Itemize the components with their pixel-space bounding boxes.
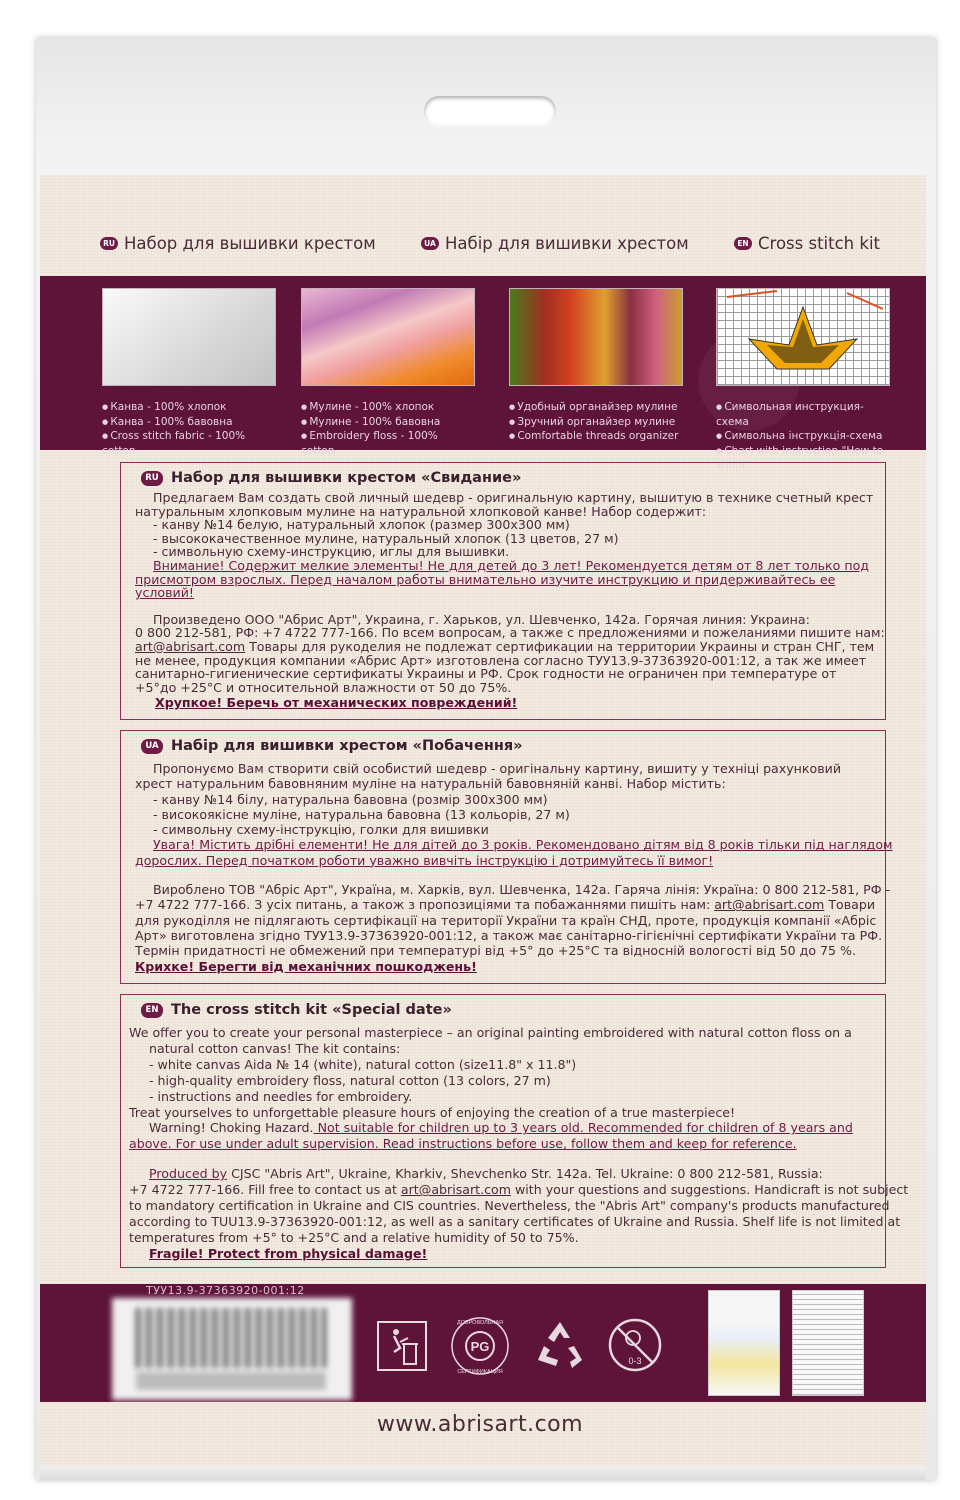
website-url[interactable]: www.abrisart.com [376, 1412, 584, 1437]
en-warning-text: Not suitable for children up to 3 years old. Recommended for children of 8 years and [313, 1120, 853, 1136]
ru-producer-line: +5°до +25°С и относительной влажности от 50 до 75%. [135, 679, 512, 695]
ua-producer-line: для рукоділля не підлягають сертифікації на території України та країн СНД, проте, продукція компанії «Абріс [135, 912, 877, 928]
section-title-ua [141, 739, 523, 754]
tu-code: ТУУ13.9-37363920-001:12 [146, 1284, 305, 1297]
ua-warning: дорослих. Перед початком роботи уважно вивчіть інструкцію і дотримуйтесь її вимог! [135, 852, 714, 868]
embroidery-floss-image [301, 288, 475, 386]
email-link[interactable]: art@abrisart.com [400, 1182, 511, 1198]
feature-line: ● Символьная инструкция-схема [716, 400, 888, 429]
ru-warning: условий! [135, 585, 194, 601]
ru-producer-line: санитарно-гигиенические сертификаты Украины и РФ. Срок годности не ограничен при температуре от [135, 666, 837, 682]
section-title-ru [141, 471, 521, 486]
barcode-bars [136, 1308, 326, 1368]
feature-organizer [509, 288, 681, 444]
ru-fragile: Хрупкое! Беречь от механических повреждений! [155, 695, 518, 711]
description-ua [120, 730, 893, 984]
ru-producer-line: 0 800 212-581, РФ: +7 4722 777-166. По всем вопросам, а также с предложениями и пожеланиями пишите нам: [135, 625, 885, 641]
ru-item: - канву №14 белую, натуральный хлопок (размер 300х300 мм) [153, 517, 570, 533]
feature-line: ● Мулине - 100% хлопок [301, 400, 473, 415]
ru-warning: присмотром взрослых. Перед началом работы внимательно изучите инструкцию и придерживайтесь ее [135, 571, 836, 587]
threads-organizer-image [509, 288, 683, 386]
ru-intro-line: натуральным хлопковым мулине на натуральной хлопковой канве! Набор содержит: [135, 503, 707, 519]
pg-badge-top: ДОБРОВОЛЬНАЯ [457, 1320, 503, 1326]
certificate-russia [792, 1290, 864, 1396]
ua-producer-line [135, 897, 875, 912]
barcode [112, 1298, 352, 1400]
ua-item: - символьну схему-інструкцію, голки для вишивки [153, 822, 489, 838]
ru-producer-text: Товары для рукоделия не подлежат сертификации на территории Украины и стран СНГ, тем [245, 638, 875, 654]
description-ru [120, 462, 886, 720]
ru-producer-line: Произведено ООО "Абрис Арт", Украина, г. Харьков, ул. Шевченко, 142а. Горячая линия: Украина: [153, 611, 810, 627]
title-ru [100, 234, 376, 253]
ua-producer-text: +7 4722 777-166. З усіх питань, а також з пропозиціями та побажаннями пишіть нам: [135, 897, 715, 913]
feature-organizer-lines [509, 400, 681, 444]
ua-fragile: Крихке! Берегти від механічних пошкоджень! [135, 958, 477, 974]
ru-producer-line [135, 640, 875, 654]
en-treat: Treat yourselves to unforgettable pleasure hours of enjoying the creation of a true masterpiece! [129, 1104, 736, 1120]
lang-badge-en: EN [734, 237, 752, 250]
en-fragile: Fragile! Protect from physical damage! [149, 1245, 428, 1261]
chart-instruction-image [716, 288, 890, 386]
description-en [120, 994, 909, 1268]
age-mark: 0-3 [628, 1356, 642, 1366]
en-warning: above. For use under adult supervision. Read instructions before use, follow them and keep for reference. [129, 1136, 797, 1152]
feature-line: ● Зручний органайзер мулине [509, 415, 681, 430]
ua-warning: Увага! Містить дрібні елементи! Не для дітей до 3 років. Рекомендовано дітям від 8 років тільки під наглядом [153, 837, 893, 853]
ua-producer-line: Вироблено ТОВ "Абріс Арт", Україна, м. Харків, вул. Шевченка, 142а. Гаряча лінія: Україна: 0 800 212-581, РФ - [153, 882, 891, 898]
lang-badge-ua: UA [421, 237, 439, 250]
ua-item: - високоякісне муліне, натуральна бавовна (13 кольорів, 27 м) [153, 806, 570, 822]
section-title-text: Набір для вишивки хрестом «Побачення» [171, 737, 523, 754]
ua-producer-text: Товари [824, 897, 876, 913]
ua-producer-line: Термін придатності не обмежений при температурі від +5° до +25°С та відносній вологості від 50 до 75 %. [135, 943, 857, 959]
barcode-numbers [136, 1372, 326, 1390]
feature-line: ● Канва - 100% бавовна [102, 415, 274, 430]
age-restriction-icon [606, 1316, 664, 1374]
en-producer-line [129, 1166, 877, 1182]
ru-item: - высококачественное мулине, натуральный хлопок (13 цветов, 27 м) [153, 530, 619, 546]
en-body [129, 1025, 909, 1262]
feature-floss-lines [301, 400, 473, 458]
canvas-fabric-image [102, 288, 276, 386]
title-row [100, 230, 880, 256]
ua-body [135, 761, 893, 974]
section-title-en [141, 1003, 452, 1018]
en-producer-line: temperatures from +5° to +25°C and a relative humidity of 50 to 75%. [129, 1229, 579, 1245]
ua-item: - канву №14 білу, натуральна бавовна (розмір 300х300 мм) [153, 791, 548, 807]
en-producer-line: according to TUU13.9-37363920-001:12, as well as a sanitary certificates of Ukraine and Russia. Shelf life is not limited at [129, 1213, 901, 1229]
lang-badge-ru: RU [100, 237, 118, 250]
ru-item: - символьную схему-инструкцию, иглы для вышивки. [153, 544, 510, 560]
en-warning [129, 1120, 877, 1136]
ru-intro-line: Предлагаем Вам создать свой личный шедевр - оригинальную картину, вышитую в технике счетный крест [153, 490, 874, 505]
title-ua [421, 234, 689, 253]
en-item: - high-quality embroidery floss, natural cotton (13 colors, 27 m) [149, 1072, 551, 1088]
lang-badge-ru: RU [141, 471, 163, 486]
ru-producer-line: не менее, продукция компании «Абрис Арт» изготовлена согласно ТУУ13.9-37363920-001:12, а так же имеет [135, 652, 867, 668]
feature-canvas [102, 288, 274, 458]
ru-body [135, 490, 885, 711]
ua-producer-line: Арт» виготовлена згідно ТУУ13.9-37363920-001:12, а також має санітарно-гігієнічні сертифікати України та РФ. [135, 927, 883, 943]
trash-bin-icon [374, 1318, 430, 1374]
ru-warning: Внимание! Содержит мелкие элементы! Не для детей до 3 лет! Рекомендуется детям от 8 лет только под [153, 557, 870, 573]
en-producer-text: with your questions and suggestions. Handicraft is not subject [511, 1182, 909, 1198]
feature-chart [716, 288, 888, 473]
pg-badge-bottom: СЕРТИФИКАЦИЯ [457, 1369, 503, 1375]
feature-line: ● Cross stitch fabric - 100% cotton [102, 429, 274, 458]
en-warning-lead: Warning! Choking Hazard. [149, 1120, 314, 1136]
title-ru-text: Набор для вышивки крестом [124, 233, 376, 253]
title-en-text: Cross stitch kit [758, 233, 880, 253]
chart-star-icon [717, 289, 889, 385]
feature-line: ● Канва - 100% хлопок [102, 400, 274, 415]
recycle-icon [530, 1316, 590, 1376]
certificate-ukraine [708, 1290, 780, 1396]
feature-band [40, 276, 926, 471]
feature-canvas-lines [102, 400, 274, 458]
ua-intro-line: хрест натуральним бавовняним муліне на натуральній бавовняній канві. Набор містить: [135, 776, 726, 792]
en-item: - white canvas Aida № 14 (white), natural cotton (size11.8" x 11.8") [149, 1056, 577, 1072]
bag-bottom-edge [40, 1466, 926, 1480]
en-intro-line: natural cotton canvas! The kit contains: [149, 1040, 401, 1056]
en-producer-line: to mandatory certification in Ukraine and CIS countries. Nevertheless, the "Abris Art" company's products manufactured [129, 1198, 890, 1214]
en-producer-text: CJSC "Abris Art", Ukraine, Kharkiv, Shevchenko Str. 142a. Tel. Ukraine: 0 800 212-581, Russia: [227, 1166, 823, 1182]
ua-intro-line: Пропонуємо Вам створити свій особистий шедевр - оригінальну картину, вишиту у техніці рахунковий [153, 761, 842, 776]
en-producer-text: +7 4722 777-166. Fill free to contact us at [129, 1182, 401, 1198]
title-ua-text: Набір для вишивки хрестом [445, 233, 689, 253]
en-item: - instructions and needles for embroidery. [149, 1088, 413, 1104]
feature-floss [301, 288, 473, 458]
feature-line: ● Символьна інструкція-схема [716, 429, 888, 444]
hang-hole [424, 96, 556, 126]
lang-badge-ua: UA [141, 739, 163, 754]
email-link[interactable]: art@abrisart.com [714, 897, 825, 913]
feature-line: ● Chart with instruction "How to stitch" [716, 444, 888, 473]
title-en [734, 234, 880, 253]
feature-line: ● Comfortable threads organizer [509, 429, 681, 444]
lang-badge-en: EN [141, 1003, 163, 1018]
feature-line: ● Мулине - 100% бавовна [301, 415, 473, 430]
en-produced-by: Produced by [149, 1166, 228, 1182]
section-title-text: Набор для вышивки крестом «Свидание» [171, 469, 522, 486]
pg-mark: PG [470, 1339, 490, 1354]
feature-line: ● Embroidery floss - 100% cotton [301, 429, 473, 458]
en-producer-line [129, 1182, 909, 1198]
en-intro-line: We offer you to create your personal masterpiece – an original painting embroidered with natural cotton floss on a [129, 1025, 852, 1040]
section-title-text: The cross stitch kit «Special date» [171, 1001, 452, 1018]
email-link[interactable]: art@abrisart.com [135, 638, 246, 654]
pg-certification-icon [448, 1314, 512, 1378]
feature-line: ● Удобный органайзер мулине [509, 400, 681, 415]
